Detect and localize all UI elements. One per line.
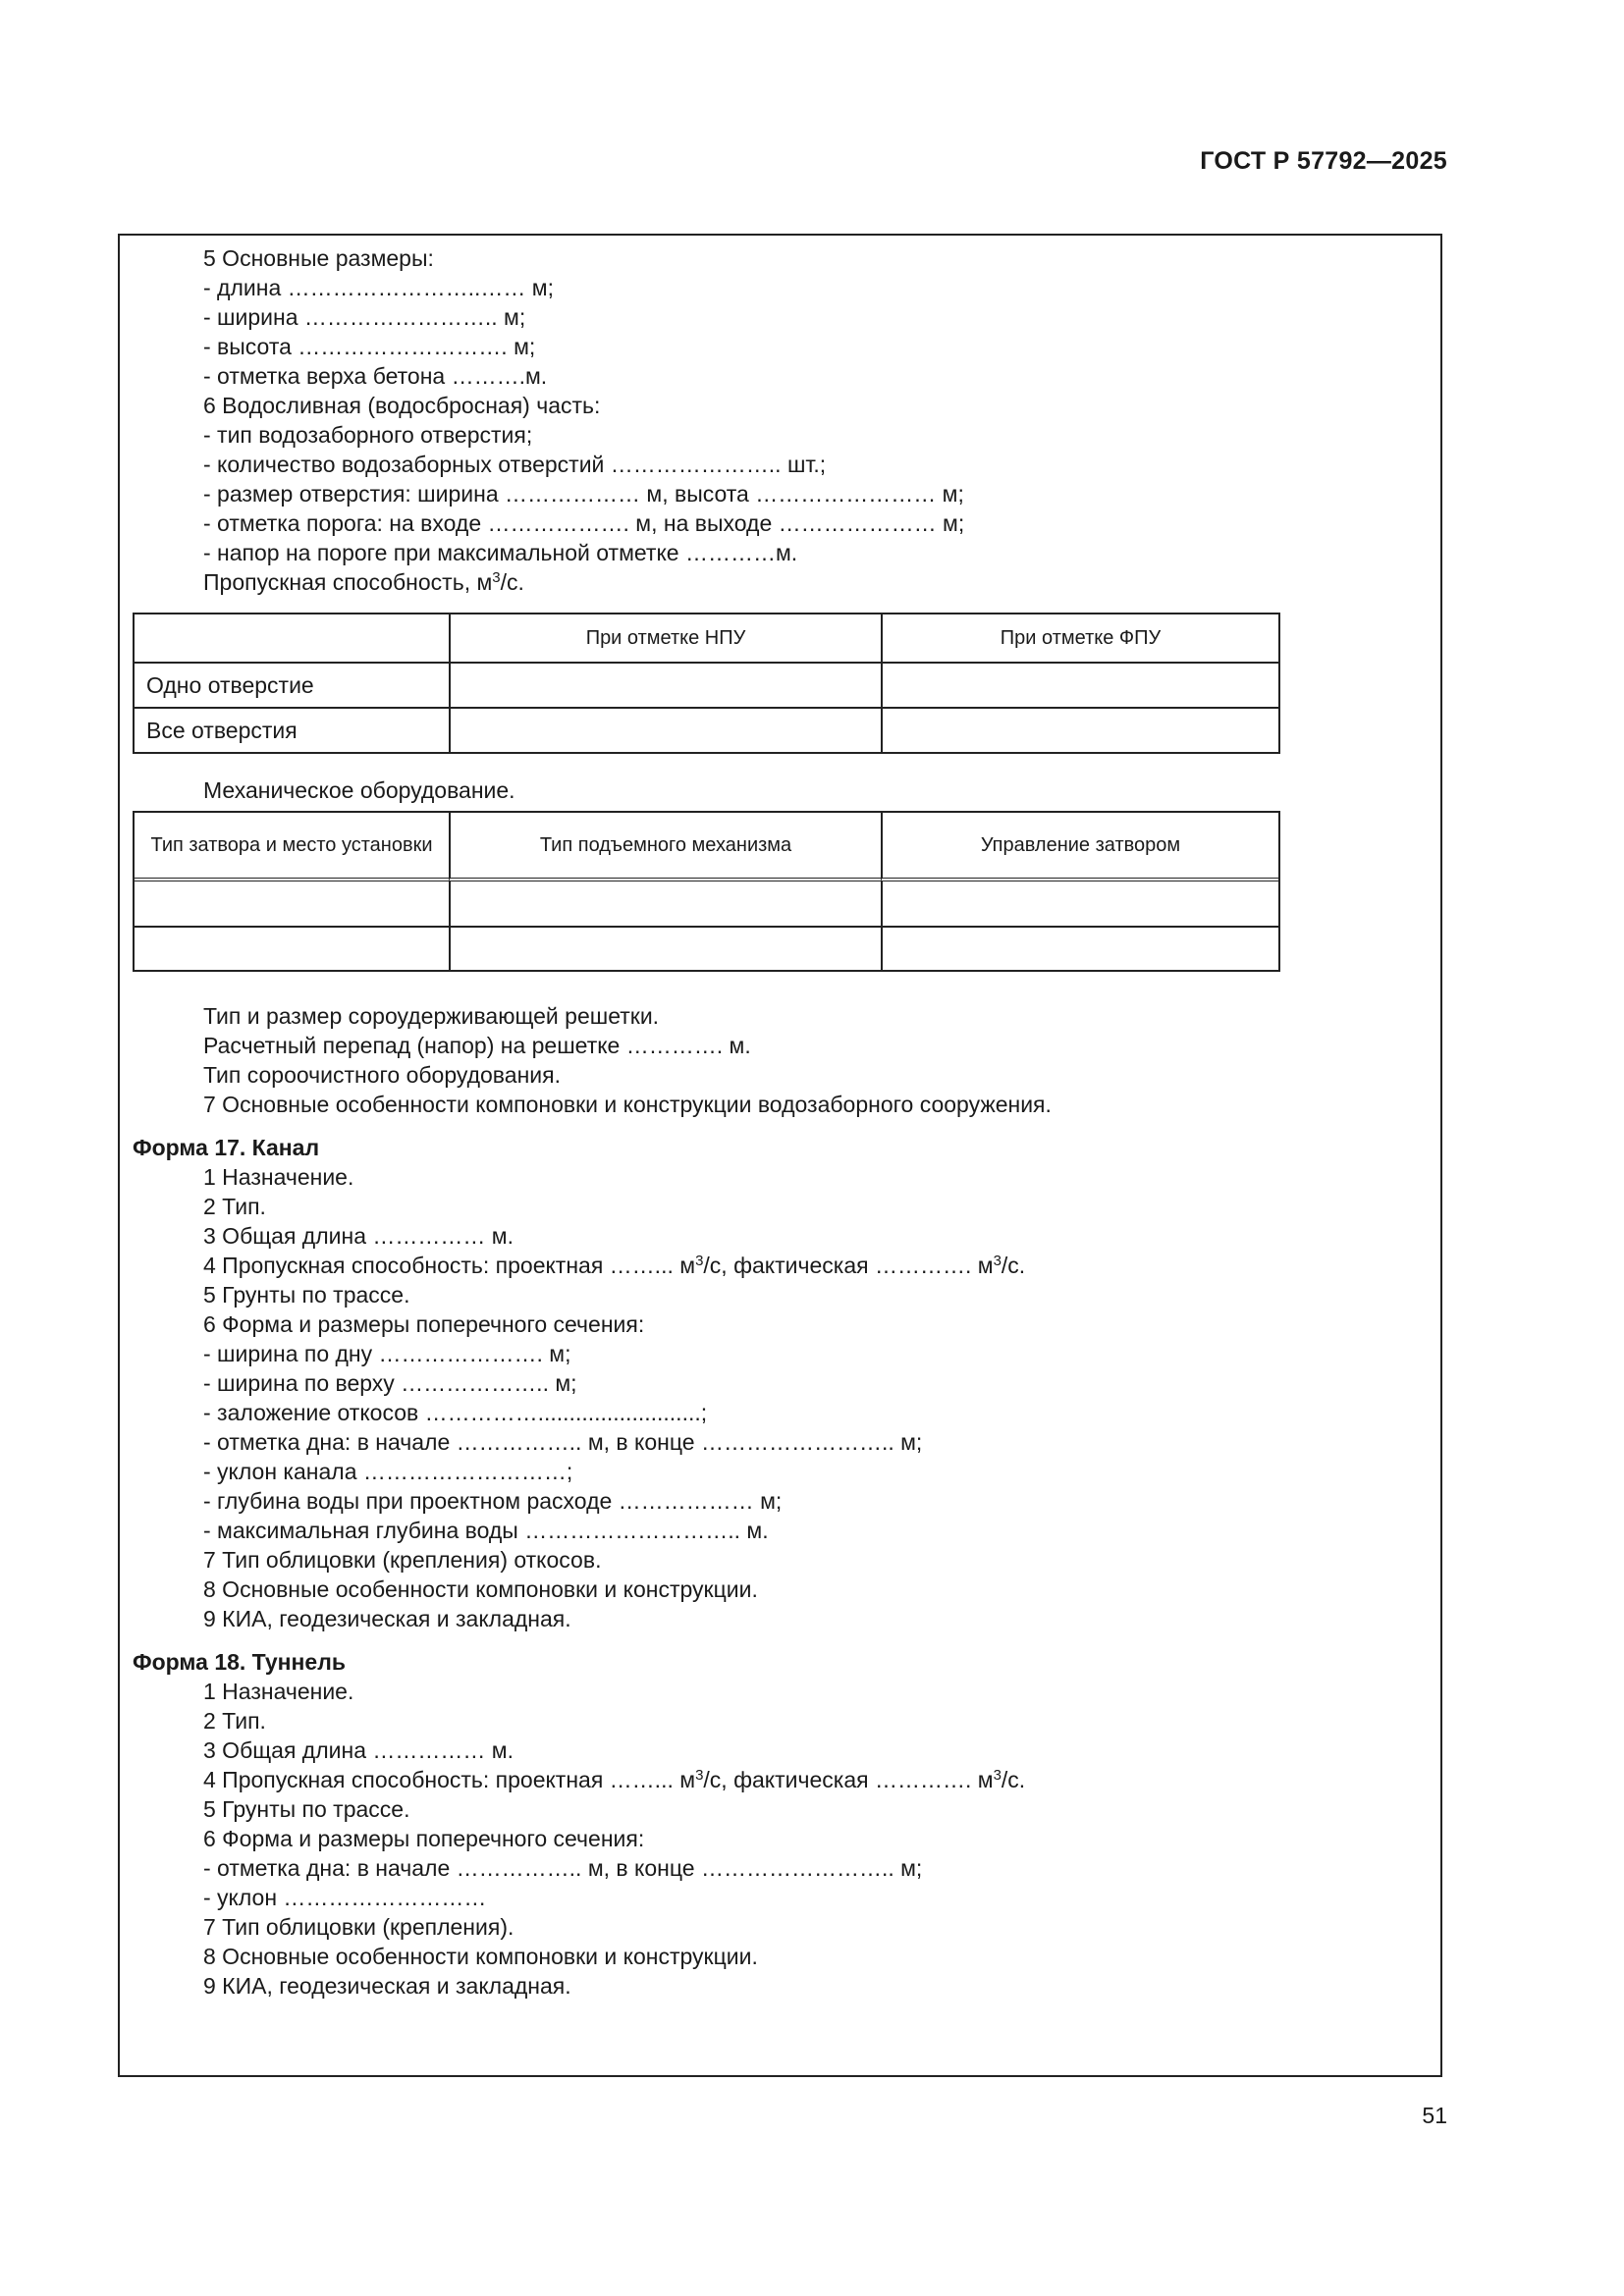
text-line: - размер отверстия: ширина ……………… м, высота …………………… м; <box>203 481 964 507</box>
table-cell <box>449 881 881 926</box>
text-line: - ширина …………………….. м; <box>203 304 526 330</box>
table-header-cell: При отметке НПУ <box>449 614 881 662</box>
text-line: 2 Тип. <box>203 1194 266 1219</box>
text-line: 8 Основные особенности компоновки и конструкции. <box>203 1576 758 1602</box>
text-line: - максимальная глубина воды ……………………….. м. <box>203 1518 769 1543</box>
text-line: - отметка дна: в начале …………….. м, в конце …………………….. м; <box>203 1429 923 1455</box>
table-cell <box>449 662 881 707</box>
text-line: 1 Назначение. <box>203 1164 354 1190</box>
table-header-row <box>135 813 1278 881</box>
table-header-cell: Управление затвором <box>881 813 1278 881</box>
text-line: - количество водозаборных отверстий ………………….. шт.; <box>203 452 827 477</box>
table-cell <box>881 881 1278 926</box>
table-cell: Одно отверстие <box>135 662 449 707</box>
page-number: 51 <box>1422 2103 1447 2128</box>
form18-title: Форма 18. Туннель <box>133 1649 346 1675</box>
mechanical-equipment-table <box>133 811 1280 972</box>
table-cell <box>449 926 881 970</box>
text-line: 6 Форма и размеры поперечного сечения: <box>203 1311 645 1337</box>
text-line: 5 Основные размеры: <box>203 245 434 271</box>
text-line: Тип сороочистного оборудования. <box>203 1062 561 1088</box>
form16-dimension-lines <box>133 243 1409 597</box>
text-line: - отметка верха бетона ……….м. <box>203 363 548 389</box>
text-line: - ширина по дну …………………. м; <box>203 1341 571 1366</box>
table-row <box>135 881 1278 926</box>
table-cell <box>135 881 449 926</box>
text-line: 7 Основные особенности компоновки и конструкции водозаборного сооружения. <box>203 1092 1052 1117</box>
form18-lines <box>133 1677 1409 2001</box>
text-line: 6 Форма и размеры поперечного сечения: <box>203 1826 645 1851</box>
capacity-line: 4 Пропускная способность: проектная ……... $м^3/с$, фактическая …………. $м^3/с$. <box>203 1767 1026 1792</box>
text-line: 1 Назначение. <box>203 1679 354 1704</box>
form16-trailing-lines <box>133 1001 1409 1119</box>
form-content <box>133 243 1409 2001</box>
text-line: 3 Общая длина …………… м. <box>203 1737 514 1763</box>
text-line: 5 Грунты по трассе. <box>203 1796 410 1822</box>
mechanical-equipment-caption: Механическое оборудование. <box>203 777 515 803</box>
text-line: - отметка порога: на входе ………………. м, на выходе ………………… м; <box>203 510 965 536</box>
text-line: 6 Водосливная (водосбросная) часть: <box>203 393 601 418</box>
text-line: 5 Грунты по трассе. <box>203 1282 410 1308</box>
capacity-table <box>133 613 1280 754</box>
text-line: - уклон ……………………… <box>203 1885 487 1910</box>
text-line: - уклон канала ………………………; <box>203 1459 573 1484</box>
text-line: 2 Тип. <box>203 1708 266 1734</box>
text-line: - длина ……………………..…… м; <box>203 275 554 300</box>
text-line: - тип водозаборного отверстия; <box>203 422 533 448</box>
text-line: 8 Основные особенности компоновки и конструкции. <box>203 1944 758 1969</box>
table-cell: Все отверстия <box>135 707 449 752</box>
form17-lines <box>133 1162 1409 1633</box>
table-row <box>135 662 1278 707</box>
form17-title: Форма 17. Канал <box>133 1135 320 1160</box>
text-line: 3 Общая длина …………… м. <box>203 1223 514 1249</box>
text-line: - заложение откосов ……………..........................; <box>203 1400 708 1425</box>
table-cell <box>135 926 449 970</box>
text-line: Расчетный перепад (напор) на решетке …………. м. <box>203 1033 751 1058</box>
capacity-label: Пропускная способность, $м^3/с$. <box>203 569 524 595</box>
table-header-row <box>135 614 1278 662</box>
table-header-cell <box>135 614 449 662</box>
table-header-cell: Тип подъемного механизма <box>449 813 881 881</box>
text-line: 7 Тип облицовки (крепления). <box>203 1914 514 1940</box>
text-line: - высота ………………………. м; <box>203 334 536 359</box>
capacity-line: 4 Пропускная способность: проектная ……... $м^3/с$, фактическая …………. $м^3/с$. <box>203 1253 1026 1278</box>
table-row <box>135 707 1278 752</box>
table-cell <box>881 926 1278 970</box>
text-line: - напор на пороге при максимальной отметке …………м. <box>203 540 798 565</box>
text-line: 7 Тип облицовки (крепления) откосов. <box>203 1547 602 1573</box>
table-cell <box>449 707 881 752</box>
text-line: - ширина по верху ……………….. м; <box>203 1370 577 1396</box>
text-line: 9 КИА, геодезическая и закладная. <box>203 1973 571 1999</box>
table-row <box>135 926 1278 970</box>
table-header-cell: Тип затвора и место установки <box>135 813 449 881</box>
table-cell <box>881 707 1278 752</box>
text-line: - отметка дна: в начале …………….. м, в конце …………………….. м; <box>203 1855 923 1881</box>
document-code: ГОСТ Р 57792—2025 <box>1200 147 1447 175</box>
text-line: Тип и размер сороудерживающей решетки. <box>203 1003 660 1029</box>
text-line: 9 КИА, геодезическая и закладная. <box>203 1606 571 1631</box>
table-header-cell: При отметке ФПУ <box>881 614 1278 662</box>
text-line: - глубина воды при проектном расходе ……………… м; <box>203 1488 783 1514</box>
table-cell <box>881 662 1278 707</box>
